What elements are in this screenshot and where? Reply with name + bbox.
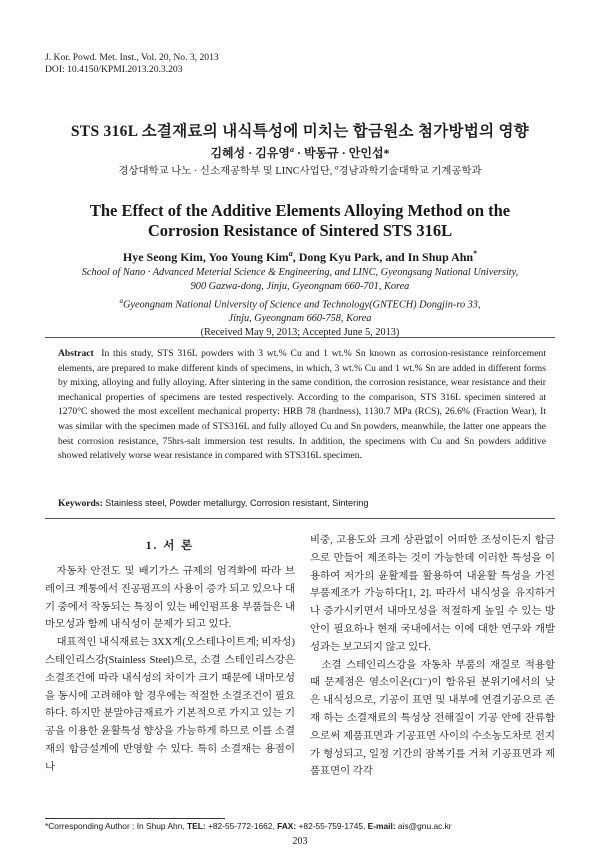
- english-affiliation-line1: School of Nano · Advanced Meterial Science & Engineering, and LINC, Gyeongsang National University,: [81, 267, 519, 278]
- footnote-label: *Corresponding Author : In Shup Ahn,: [45, 821, 188, 831]
- abstract-top-rule: [45, 337, 555, 338]
- english-affiliation-sup: a: [119, 297, 123, 305]
- email-label: E-mail:: [367, 821, 396, 831]
- fax-value: +82-55-759-1745,: [296, 821, 368, 831]
- abstract-text: In this study, STS 316L powders with 3 wt.% Cu and 1 wt.% Sn known as corrosion-resistance reinforcement elements, are prepared to make different kinds of specimens, in which, 3 wt.% Cu and 1 wt.% Sn are added in different forms by mixing, alloying and fully alloying. After sintering in the same condition, the corrosion resistance, wear resistance and their mechanical properties of specimens are tested respectively. According to the comparison, STS 316L specimen sintered at 1270°C showed the most excellent mechanical property: HRB 78 (hardness), 1130.7 MPa (RCS), 26.6% (Fraction Wear), It was similar with the specimen made of STS316L and fully alloyed Cu and Sn powders, meanwhile, the latter one appears the best corrosion resistance, 75hrs-salt immersion test results. In addition, the specimens with Cu and Sn powders additive showed relatively worse wear resistance in compared with STS316L specimen.: [58, 348, 546, 462]
- journal-citation: J. Kor. Powd. Met. Inst., Vol. 20, No. 3, 2013: [45, 52, 219, 63]
- abstract: [58, 347, 546, 464]
- english-title-line1: The Effect of the Additive Elements Alloying Method on the: [89, 201, 511, 220]
- email-value: ais@gnu.ac.kr: [395, 821, 452, 831]
- korean-affiliation-main: 경상대학교 나노 · 신소재공학부 및 LINC사업단,: [118, 166, 335, 177]
- english-affiliation-line2: 900 Gazwa-dong, Jinju, Gyeongnam 660-701, Korea: [190, 281, 410, 292]
- english-authors-sup2: *: [473, 249, 478, 258]
- received-dates: (Received May 9, 2013; Accepted June 5, 2013): [200, 327, 400, 339]
- keywords-text: Stainless steel, Powder metallurgy, Corrosion resistant, Sintering: [105, 498, 369, 508]
- english-affiliation-line3: Gyeongnam National University of Science and Technology(GNTECH) Dongjin-ro 33,: [122, 299, 481, 311]
- korean-authors-part1: 김혜성 · 김유영: [210, 146, 290, 160]
- doi: DOI: 10.4150/KPMI.2013.20.3.203: [45, 63, 183, 75]
- footnote-rule: [45, 818, 225, 819]
- korean-affiliation: [0, 162, 600, 177]
- page-number: 203: [292, 836, 308, 847]
- body-paragraph: 비중, 고용도와 크게 상관없이 어떠한 조성이든지 합금으로 만들어 제조하는 것이 가능한데 이러한 특성을 이용하여 저가의 윤활제를 활용하여 내윤활 특성을 가진 부품제조가 가능하다[1, 2]. 따라서 내식성을 유지하거나 증가시키면서 내마모성을 적절하게 높일 수 있는 방안이 필요하나 현재 국내에서는 이에 대한 연구와 개발성과는 보고되지 않고 있다.: [310, 535, 555, 653]
- english-title-line2: Corrosion Resistance of Sintered STS 316L: [147, 221, 453, 240]
- english-affiliation-line4: Jinju, Gyeongnam 660-758, Korea: [228, 313, 372, 325]
- english-authors-part2: , Dong Kyu Park, and In Shup Ahn: [292, 250, 474, 264]
- english-affiliation: [40, 266, 560, 340]
- korean-affiliation-sup: a: [334, 163, 339, 172]
- korean-affiliation-rest: 경남과학기술대학교 기계공학과: [338, 166, 482, 177]
- keywords-label: Keywords:: [58, 498, 103, 509]
- korean-authors-part2: · 박동규 · 안인섭*: [294, 146, 390, 160]
- tel-label: TEL:: [187, 821, 206, 831]
- english-authors-part1: Hye Seong Kim, Yoo Young Kim: [122, 250, 289, 264]
- abstract-label: Abstract: [58, 348, 94, 359]
- fax-label: FAX:: [277, 821, 297, 831]
- english-authors-sup1: a: [288, 249, 293, 258]
- korean-authors: [0, 144, 600, 161]
- korean-title: STS 316L 소결재료의 내식특성에 미치는 합금원소 첨가방법의 영향: [70, 123, 530, 140]
- body-paragraph: 자동차 안전도 및 배기가스 규제의 엄격화에 따라 브레이크 계통에서 진공펌프의 사용이 증가 되고 있으나 대기 중에서 작동되는 특징이 있는 베인펌프용 부품들은 내마모성과 함께 내식성이 문제가 되고 있다.: [45, 566, 295, 631]
- body-paragraph: 소결 스테인리스강을 자동차 부품의 재질로 적용할 때 문제점은 염소이온(Cl⁻)이 함유된 분위기에서의 낮은 내식성으로, 기공이 표면 및 내부에 연결기공으로 존재 하는 소결재료의 특성상 전해질이 기공 안에 잔류함으로써 제품표면과 기공표면 사이의 수소농도차로 전지가 형성되고, 일정 기간의 잠복기를 거쳐 기공표면과 제품표면이 각각: [310, 659, 555, 778]
- corresponding-author-footnote: [45, 821, 452, 831]
- body-column-left: [45, 563, 295, 777]
- section-heading: 1. 서 론: [145, 540, 195, 552]
- body-column-right: [310, 532, 555, 781]
- korean-authors-sup: a: [290, 145, 294, 154]
- body-paragraph: 대표적인 내식재료는 3XX계(오스테나이트계; 비자성) 스테인리스강(Stainless Steel)으로, 소결 스테인리스강은 소결조건에 따라 내식성의 차이가 크기 때문에 내마모성을 동시에 고려해야 할 경우에는 적절한 소결조건이 필요하다. 하지만 분말야금재료가 기본적으로 가지고 있는 기공을 이용한 윤활특성 향상을 가능하게 하므로 이를 소결재의 합금설계에 반영할 수 있다. 특히 소결재는 용점이나: [45, 637, 295, 773]
- keywords: [58, 498, 546, 509]
- english-affiliation-line3-wrap: [40, 294, 560, 312]
- journal-header: [45, 52, 219, 75]
- english-title: [30, 201, 570, 241]
- abstract-bottom-rule: [45, 518, 555, 519]
- tel-value: +82-55-772-1662,: [205, 821, 278, 831]
- english-authors: [0, 249, 600, 265]
